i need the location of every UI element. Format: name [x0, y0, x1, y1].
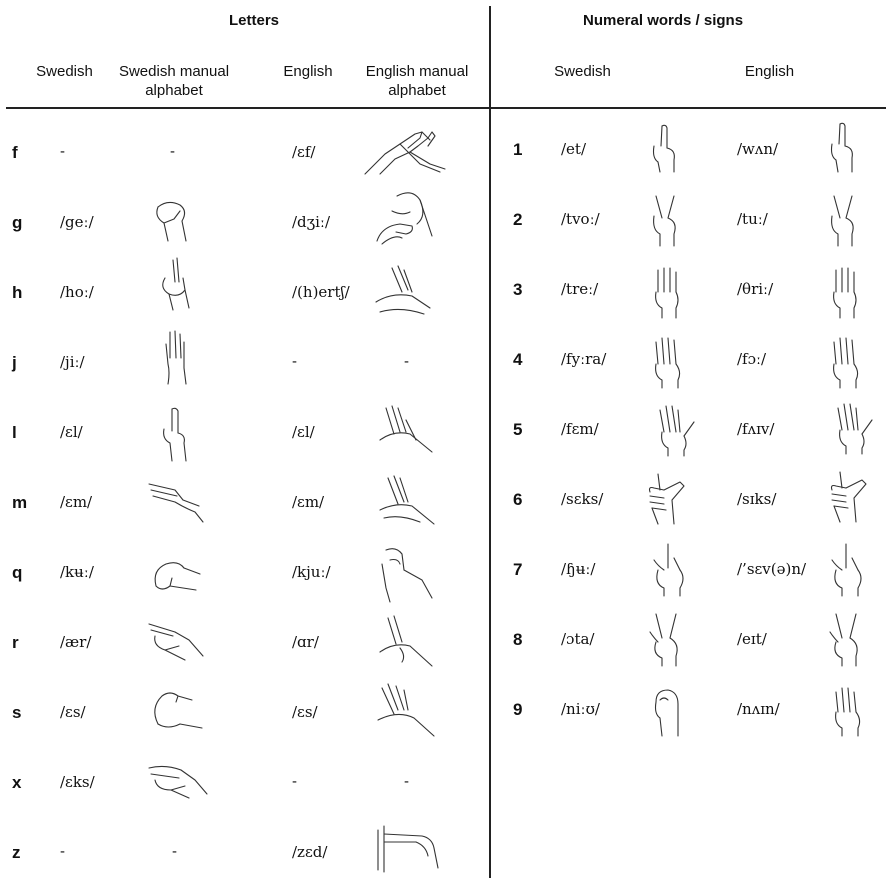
- swedish-q: /kʉː/: [60, 563, 94, 581]
- swedish-l: /ɛl/: [60, 423, 83, 441]
- swedish-manual-l-hand-icon: [158, 405, 193, 465]
- letter-q: q: [12, 563, 23, 582]
- numeral-9-swedish-hand-icon: [650, 686, 686, 738]
- numeral-4: 4: [513, 350, 523, 369]
- letter-s: s: [12, 703, 22, 722]
- swedish-r: /ær/: [60, 633, 92, 651]
- swedish-h: /hoː/: [60, 283, 94, 301]
- numeral-english-5: /fʌɪv/: [737, 420, 775, 438]
- english-manual-x: -: [404, 773, 409, 790]
- numeral-swedish-9: /niːʊ/: [561, 700, 600, 718]
- numeral-1: 1: [513, 140, 523, 159]
- letter-z: z: [12, 843, 21, 862]
- letter-r: r: [12, 633, 19, 652]
- english-j: -: [292, 353, 297, 370]
- numeral-swedish-1: /et/: [561, 140, 587, 158]
- column-divider: [489, 6, 491, 878]
- header-divider: [6, 107, 886, 109]
- numeral-english-8: /eɪt/: [737, 630, 767, 648]
- col-header-swedish: Swedish: [36, 63, 93, 80]
- letter-x: x: [12, 773, 22, 792]
- col-header-english: English: [283, 63, 333, 80]
- numeral-swedish-2: /tvoː/: [561, 210, 600, 228]
- english-manual-m-hand-icon: [376, 470, 438, 530]
- swedish-manual-g-hand-icon: [150, 197, 200, 247]
- english-manual-j: -: [404, 353, 409, 370]
- swedish-x: /ɛks/: [60, 773, 95, 791]
- swedish-manual-r-hand-icon: [145, 616, 207, 666]
- numeral-1-swedish-hand-icon: [648, 122, 680, 174]
- english-manual-h-hand-icon: [372, 262, 434, 317]
- numeral-2-english-hand-icon: [826, 192, 860, 248]
- english-z: /zɛd/: [292, 843, 328, 861]
- numeral-5-english-hand-icon: [832, 400, 876, 456]
- numeral-english-7: /’sɛv(ə)n/: [737, 560, 807, 578]
- numeral-6: 6: [513, 490, 523, 509]
- english-g: /dʒiː/: [292, 213, 331, 231]
- english-r: /ɑr/: [292, 633, 319, 651]
- numeral-3: 3: [513, 280, 523, 299]
- swedish-manual-j-hand-icon: [158, 328, 193, 388]
- numeral-5-swedish-hand-icon: [654, 402, 698, 458]
- english-manual-r-hand-icon: [376, 612, 436, 672]
- numeral-8-english-hand-icon: [828, 610, 868, 668]
- numeral-swedish-5: /fɛm/: [561, 420, 599, 438]
- numeral-9: 9: [513, 700, 523, 719]
- english-manual-z-hand-icon: [372, 820, 442, 878]
- numeral-1-english-hand-icon: [826, 120, 858, 174]
- numeral-5: 5: [513, 420, 523, 439]
- numerals-header: Numeral words / signs: [583, 12, 744, 29]
- numeral-7: 7: [513, 560, 523, 579]
- numeral-swedish-3: /treː/: [561, 280, 599, 298]
- numeral-8-swedish-hand-icon: [648, 610, 688, 668]
- col-header-english-manual: English manual alphabet: [365, 63, 469, 99]
- numeral-3-english-hand-icon: [828, 264, 860, 320]
- swedish-manual-q-hand-icon: [148, 556, 203, 598]
- letter-m: m: [12, 493, 28, 512]
- swedish-manual-m-hand-icon: [145, 478, 207, 528]
- english-x: -: [292, 773, 297, 790]
- numeral-swedish-4: /fyːra/: [561, 350, 607, 368]
- english-q: /kjuː/: [292, 563, 331, 581]
- english-manual-q-hand-icon: [376, 544, 436, 604]
- numeral-english-6: /sɪks/: [737, 490, 777, 508]
- swedish-f: -: [60, 143, 65, 160]
- numeral-4-swedish-hand-icon: [650, 334, 684, 390]
- numeral-2: 2: [513, 210, 523, 229]
- english-manual-s-hand-icon: [374, 680, 438, 740]
- english-h: /(h)ertʃ/: [292, 283, 350, 301]
- numeral-3-swedish-hand-icon: [650, 264, 682, 320]
- col-header-num-swedish: Swedish: [554, 63, 611, 80]
- letter-l: l: [12, 423, 17, 442]
- numeral-swedish-6: /sɛks/: [561, 490, 604, 508]
- swedish-manual-z: -: [172, 843, 177, 860]
- letter-j: j: [12, 353, 17, 372]
- numeral-english-4: /fɔː/: [737, 350, 767, 368]
- letters-header: Letters: [229, 12, 280, 29]
- col-header-num-english: English: [744, 63, 795, 80]
- swedish-manual-h-hand-icon: [155, 254, 200, 314]
- english-f: /ɛf/: [292, 143, 316, 161]
- swedish-j: /jiː/: [60, 353, 85, 371]
- col-header-swedish-manual: Swedish manual alphabet: [118, 63, 230, 99]
- english-manual-g-hand-icon: [372, 186, 437, 248]
- swedish-m: /ɛm/: [60, 493, 93, 511]
- numeral-english-2: /tuː/: [737, 210, 768, 228]
- english-manual-f-hand-icon: [360, 124, 450, 179]
- swedish-g: /geː/: [60, 213, 94, 231]
- swedish-s: /ɛs/: [60, 703, 86, 721]
- swedish-z: -: [60, 843, 65, 860]
- numeral-english-3: /θriː/: [737, 280, 774, 298]
- numeral-6-swedish-hand-icon: [644, 468, 692, 528]
- numeral-4-english-hand-icon: [828, 334, 862, 390]
- numeral-english-9: /nʌɪn/: [737, 700, 780, 718]
- numeral-7-english-hand-icon: [828, 540, 870, 598]
- swedish-manual-f: -: [170, 143, 175, 160]
- letter-f: f: [12, 143, 18, 162]
- numeral-8: 8: [513, 630, 523, 649]
- numeral-swedish-8: /ɔta/: [561, 630, 595, 648]
- numeral-english-1: /wʌn/: [737, 140, 779, 158]
- swedish-manual-x-hand-icon: [145, 760, 210, 802]
- numeral-9-english-hand-icon: [830, 682, 866, 738]
- letter-h: h: [12, 283, 23, 302]
- letter-g: g: [12, 213, 23, 232]
- english-manual-l-hand-icon: [376, 400, 436, 460]
- numeral-7-swedish-hand-icon: [650, 540, 692, 598]
- numeral-2-swedish-hand-icon: [648, 192, 682, 248]
- english-m: /ɛm/: [292, 493, 325, 511]
- numeral-swedish-7: /ɧʉː/: [561, 560, 596, 578]
- swedish-manual-s-hand-icon: [148, 688, 206, 738]
- english-s: /ɛs/: [292, 703, 318, 721]
- english-l: /ɛl/: [292, 423, 315, 441]
- numeral-6-english-hand-icon: [826, 466, 874, 526]
